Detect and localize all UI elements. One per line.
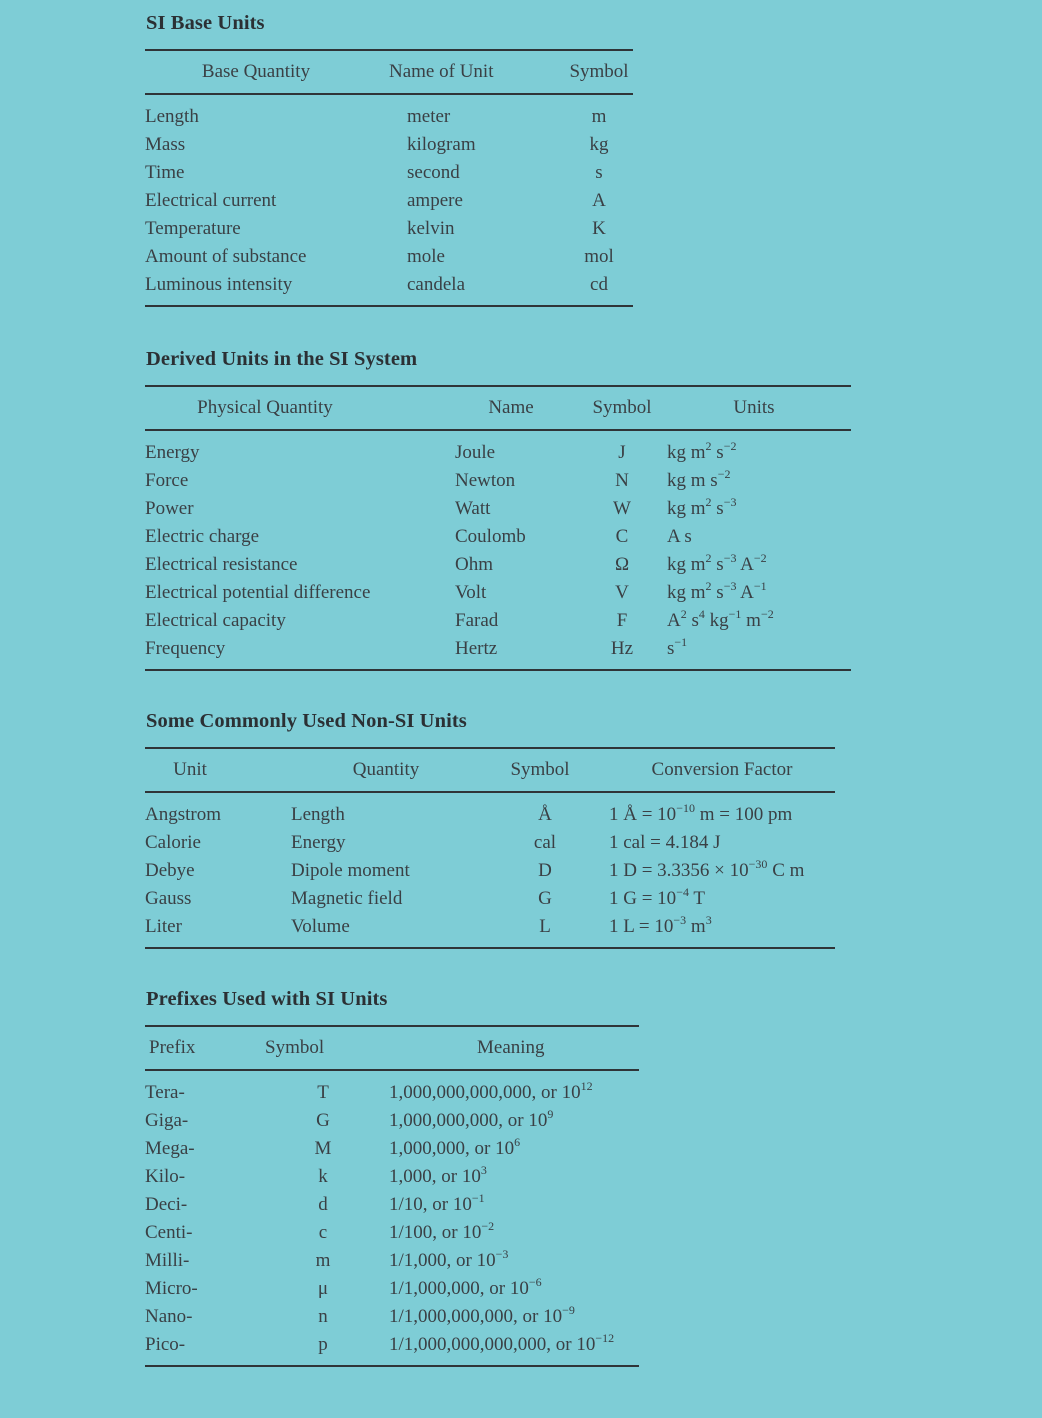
table-row [145, 1303, 639, 1331]
table-cell: μ [317, 1278, 329, 1299]
table-cell: 1/1,000, or $10^{-3}$ [389, 1247, 509, 1271]
column-header: Prefix [145, 1026, 257, 1070]
table-row [145, 1191, 639, 1219]
column-header: Units [667, 386, 851, 430]
table-cell: Electrical capacity [145, 610, 286, 631]
table-cell: Gauss [145, 888, 192, 909]
table-cell: cd [590, 274, 608, 295]
table-row [145, 913, 835, 948]
table-cell: 1,000, or $10^3$ [389, 1163, 487, 1187]
table-cell: Joule [455, 442, 496, 463]
table-cell: Debye [145, 860, 195, 881]
table-cell: G [538, 888, 552, 909]
table-cell: 1/100, or $10^{-2}$ [389, 1219, 495, 1243]
table-row [145, 579, 851, 607]
table-cell: A s [667, 526, 692, 547]
table-body [145, 94, 633, 306]
table-cell: Mass [145, 134, 186, 155]
table-cell: Kilo- [145, 1166, 186, 1187]
table-cell: Hz [610, 638, 634, 659]
table-cell: 1/1,000,000,000,000, or $10^{-12}$ [389, 1331, 615, 1355]
table-cell: W [613, 498, 631, 519]
non-si-units-table [145, 747, 835, 949]
table-cell: meter [407, 106, 451, 127]
table-row [145, 159, 633, 187]
table-cell: Magnetic field [291, 888, 403, 909]
column-header: Physical Quantity [145, 386, 455, 430]
table-cell: Length [291, 804, 345, 825]
table-cell: Hertz [455, 638, 498, 659]
table-cell: Pico- [145, 1334, 186, 1355]
table-cell: G [316, 1110, 330, 1131]
table-row [145, 215, 633, 243]
table-cell: Amount of substance [145, 246, 307, 267]
table-row [145, 1247, 639, 1275]
table-cell: Luminous intensity [145, 274, 293, 295]
table-cell: Watt [455, 498, 491, 519]
table-cell: kelvin [407, 218, 455, 239]
table-cell: Deci- [145, 1194, 188, 1215]
table-row [145, 1135, 639, 1163]
table-cell: Tera- [145, 1082, 185, 1103]
table-cell: Electrical current [145, 190, 277, 211]
derived-units-section [145, 348, 851, 671]
table-cell: J [618, 442, 626, 463]
table-cell: M [314, 1138, 332, 1159]
table-cell: m [315, 1250, 331, 1271]
table-cell: 1,000,000,000, or $10^9$ [389, 1107, 554, 1131]
table-cell: 1 Å = $10^{-10}$ m = 100 pm [609, 801, 793, 825]
table-row [145, 243, 633, 271]
table-row [145, 829, 835, 857]
table-cell: n [318, 1306, 328, 1327]
table-row [145, 1275, 639, 1303]
table-cell: Calorie [145, 832, 201, 853]
table-cell: Temperature [145, 218, 241, 239]
table-cell: Frequency [145, 638, 226, 659]
table-row [145, 1070, 639, 1107]
column-header: Quantity [291, 748, 481, 792]
table-cell: C [615, 526, 629, 547]
column-header: Name [455, 386, 577, 430]
table-cell: Farad [455, 610, 499, 631]
table-cell: ampere [407, 190, 463, 211]
table-cell: Electric charge [145, 526, 260, 547]
table-row [145, 551, 851, 579]
table-cell: candela [407, 274, 466, 295]
column-header: Unit [145, 748, 291, 792]
table-cell: Force [145, 470, 189, 491]
table-cell: F [616, 610, 628, 631]
table-cell: Energy [291, 832, 346, 853]
column-header: Symbol [481, 748, 609, 792]
table-cell: $s^{-1}$ [667, 635, 688, 659]
table-cell: k [318, 1166, 328, 1187]
table-cell: kg m $s^{-2}$ [667, 467, 731, 491]
table-cell: A [592, 190, 606, 211]
si-base-units-table [145, 49, 633, 307]
table-cell: kg $m^2$ $s^{-2}$ [667, 439, 737, 463]
table-row [145, 1107, 639, 1135]
column-header: Symbol [257, 1026, 389, 1070]
table-cell: Dipole moment [291, 860, 410, 881]
table-cell: Electrical resistance [145, 554, 298, 575]
table-cell: Micro- [145, 1278, 198, 1299]
table-cell: s [595, 162, 603, 183]
table-row [145, 131, 633, 159]
table-cell: Mega- [145, 1138, 195, 1159]
table-cell: Nano- [145, 1306, 193, 1327]
table-row [145, 1219, 639, 1247]
table-cell: p [318, 1334, 328, 1355]
table-cell: Ohm [455, 554, 493, 575]
section-title: Derived Units in the SI System [146, 348, 418, 370]
table-cell: kg $m^2$ $s^{-3}$ $A^{-2}$ [667, 551, 767, 575]
table-cell: V [615, 582, 629, 603]
table-cell: c [318, 1222, 328, 1243]
column-header: Name of Unit [407, 50, 565, 94]
table-cell: Energy [145, 442, 200, 463]
table-cell: Centi- [145, 1222, 193, 1243]
table-body [145, 1070, 639, 1366]
column-header: Symbol [577, 386, 667, 430]
column-header: Conversion Factor [609, 748, 835, 792]
table-cell: Giga- [145, 1110, 189, 1131]
table-cell: Milli- [145, 1250, 190, 1271]
table-row [145, 187, 633, 215]
table-row [145, 635, 851, 670]
table-cell: Å [538, 804, 552, 825]
table-cell: Newton [455, 470, 516, 491]
table-cell: $A^2$ $s^4$ $kg^{-1}$ $m^{-2}$ [667, 607, 774, 631]
table-cell: 1/10, or $10^{-1}$ [389, 1191, 485, 1215]
si-base-units-section [145, 12, 633, 307]
table-cell: d [318, 1194, 328, 1215]
table-cell: Volume [291, 916, 350, 937]
table-row [145, 495, 851, 523]
table-cell: mole [407, 246, 445, 267]
table-row [145, 430, 851, 467]
section-title: Prefixes Used with SI Units [146, 988, 388, 1010]
table-cell: kg [589, 134, 609, 155]
table-cell: 1,000,000,000,000, or $10^{12}$ [389, 1079, 593, 1103]
table-cell: Power [145, 498, 194, 519]
table-cell: Ω [614, 554, 630, 575]
section-title: Some Commonly Used Non-SI Units [146, 710, 467, 732]
table-cell: 1 $D = 3.3356 \times 10^{-30}$ C m [609, 857, 805, 881]
table-row [145, 94, 633, 131]
table-cell: Coulomb [455, 526, 526, 547]
table-cell: m [591, 106, 607, 127]
table-cell: L [539, 916, 551, 937]
table-cell: second [407, 162, 460, 183]
non-si-units-section [145, 710, 835, 949]
table-row [145, 885, 835, 913]
table-cell: 1/1,000,000,000, or $10^{-9}$ [389, 1303, 575, 1327]
table-cell: Angstrom [145, 804, 221, 825]
table-cell: Liter [145, 916, 182, 937]
table-cell: mol [584, 246, 614, 267]
table-row [145, 857, 835, 885]
table-cell: 1,000,000, or $10^6$ [389, 1135, 521, 1159]
table-row [145, 607, 851, 635]
table-cell: cal [533, 832, 557, 853]
table-body [145, 792, 835, 948]
table-cell: D [538, 860, 552, 881]
section-title: SI Base Units [146, 12, 265, 34]
table-cell: Length [145, 106, 199, 127]
table-cell: T [317, 1082, 329, 1103]
table-cell: 1 $G = 10^{-4}$ T [609, 885, 705, 909]
table-cell: 1/1,000,000, or $10^{-6}$ [389, 1275, 542, 1299]
table-cell: 1 $L = 10^{-3}$ $m^3$ [609, 913, 712, 937]
table-cell: kg $m^2$ $s^{-3}$ $A^{-1}$ [667, 579, 767, 603]
table-cell: Time [145, 162, 185, 183]
table-cell: kilogram [407, 134, 476, 155]
table-cell: 1 cal = 4.184 J [609, 832, 721, 853]
table-cell: Electrical potential difference [145, 582, 371, 603]
table-row [145, 467, 851, 495]
column-header: Symbol [565, 50, 633, 94]
table-cell: K [592, 218, 606, 239]
table-row [145, 523, 851, 551]
derived-units-table [145, 385, 851, 671]
table-row [145, 271, 633, 306]
table-row [145, 792, 835, 829]
table-row [145, 1163, 639, 1191]
table-row [145, 1331, 639, 1366]
column-header: Meaning [389, 1026, 639, 1070]
table-body [145, 430, 851, 670]
table-cell: Volt [455, 582, 487, 603]
column-header: Base Quantity [145, 50, 407, 94]
prefixes-section [145, 988, 639, 1367]
prefixes-table [145, 1025, 639, 1367]
table-cell: N [615, 470, 629, 491]
table-cell: kg $m^2$ $s^{-3}$ [667, 495, 737, 519]
